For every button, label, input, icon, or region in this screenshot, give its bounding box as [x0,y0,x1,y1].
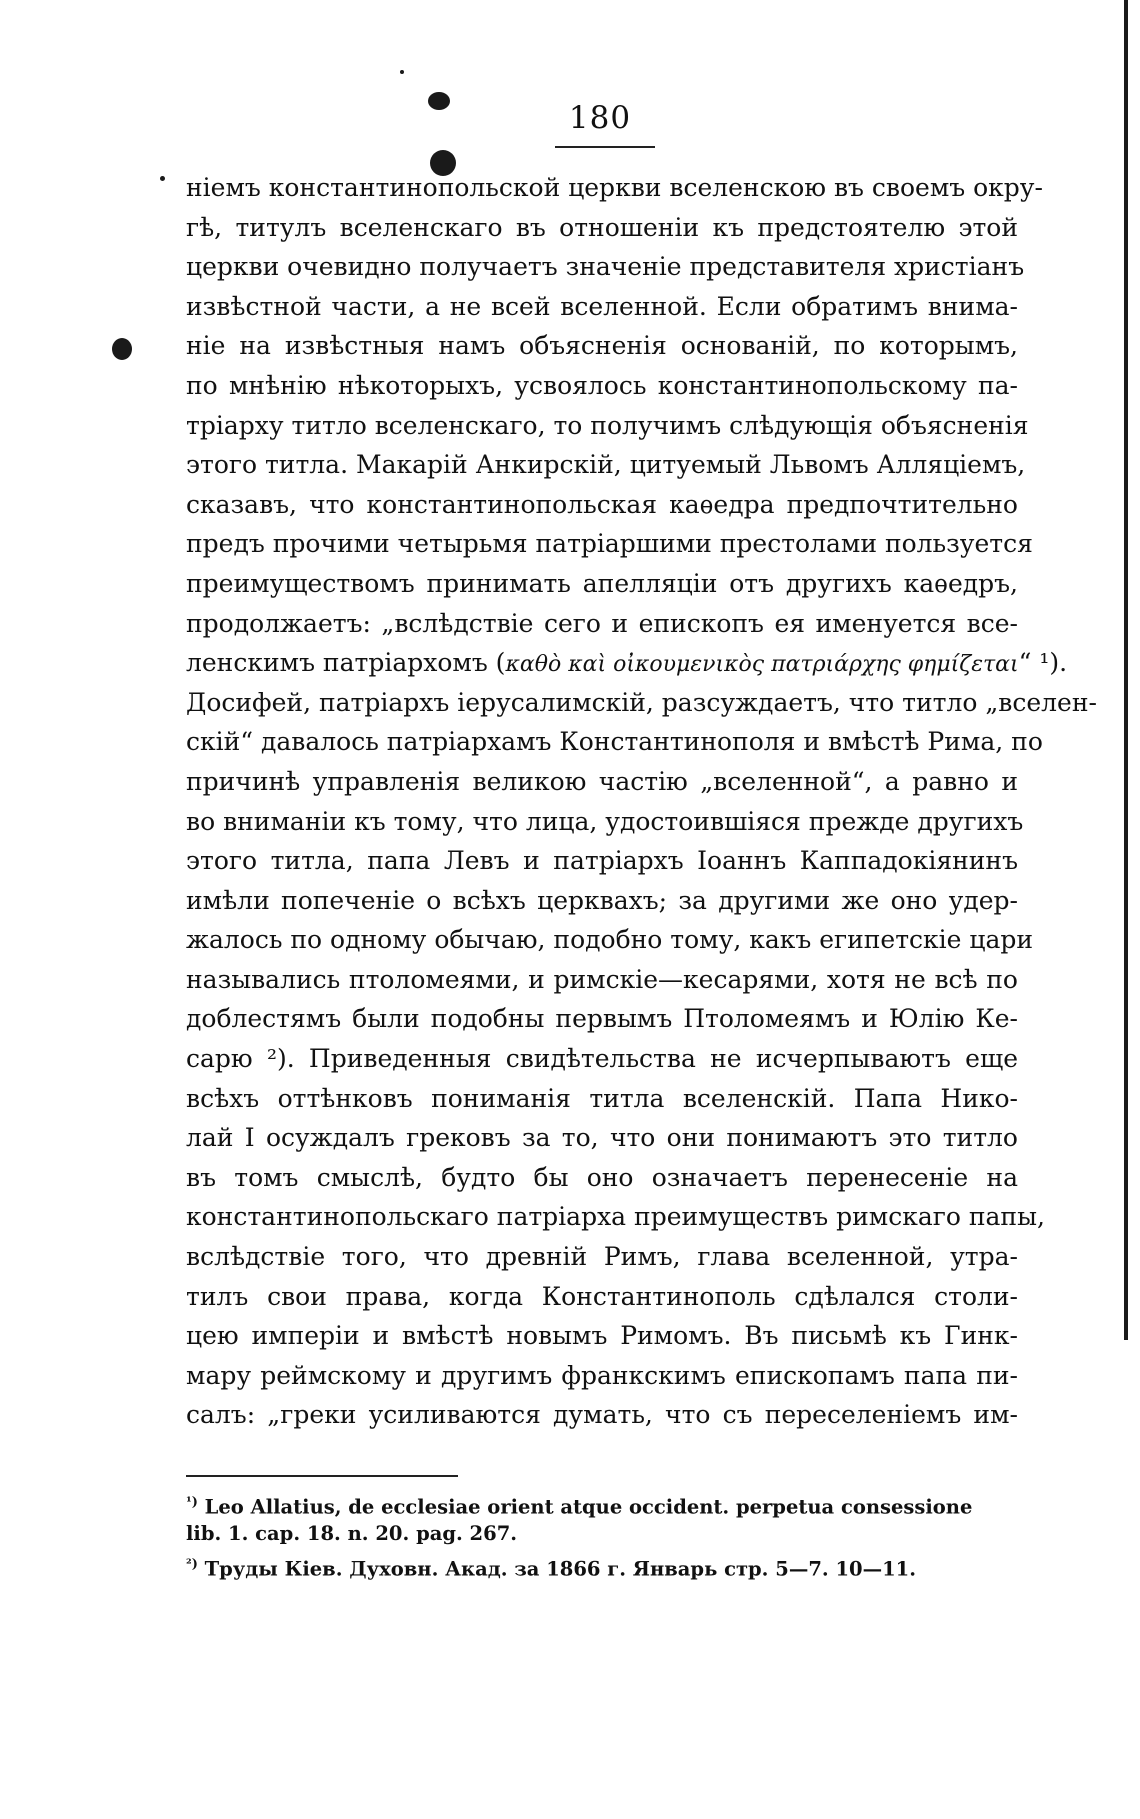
text-line: продолжаетъ: „вслѣдствіе сего и епископъ ея именуется все- [186,608,1018,638]
page-edge-border [1124,0,1128,1340]
text-line: во вниманіи къ тому, что лица, удостоившіяся прежде другихъ [186,806,1024,836]
text-line: этого титла. Макарій Анкирскій, цитуемый Львомъ Алляціемъ, [186,450,1026,480]
text-line: лай I осуждалъ грековъ за то, что они понимаютъ это титло [186,1123,1018,1153]
text-line: причинѣ управленія великою частію „вселенной“, а равно и [186,766,1018,796]
text-line: ніе на извѣстныя намъ объясненія основаній, по которымъ, [186,331,1018,361]
page-number: 180 [568,100,632,136]
footnote-rule [186,1475,458,1477]
greek-line-after: “ ¹). [1018,648,1068,678]
footnote-1 [186,1487,1018,1518]
text-line: вслѣдствіе того, что древній Римъ, глава вселенной, утра- [186,1242,1018,1272]
ink-blot [428,92,450,110]
text-line: салъ: „греки усиливаются думать, что съ переселеніемъ им- [186,1400,1018,1430]
text-line: преимуществомъ принимать апелляціи отъ другихъ каѳедръ, [186,568,1018,598]
greek-line-before: ленскимъ патріархомъ ( [186,648,506,678]
text-line: ніемъ константинопольской церкви вселенскою въ своемъ окру- [186,173,1043,202]
text-line: цею имперіи и вмѣстѣ новымъ Римомъ. Въ письмѣ къ Гинк- [186,1321,1018,1351]
footnote-2 [186,1549,1018,1580]
footnote-1-continued: lib. 1. cap. 18. n. 20. pag. 267. [186,1522,518,1545]
text-line: тріарху титло вселенскаго, то получимъ слѣдующія объясненія [186,410,1029,440]
footnote-text: Труды Кіев. Духовн. Акад. за 1866 г. Январь стр. 5—7. 10—11. [204,1557,917,1581]
text-line: сарю ²). Приведенныя свидѣтельства не исчерпываютъ еще [186,1044,1018,1074]
text-line: по мнѣнію нѣкоторыхъ, усвоялось константинопольскому па- [186,370,1018,400]
text-line: скій“ давалось патріархамъ Константинополя и вмѣстѣ Рима, по [186,727,1043,757]
ink-speck [160,176,165,181]
text-line: въ томъ смыслѣ, будто бы оно означаетъ перенесеніе на [186,1162,1018,1192]
text-line: назывались птоломеями, и римскіе—кесарями, хотя не всѣ по [186,964,1018,994]
text-line: Досифей, патріархъ іерусалимскій, разсуждаетъ, что титло „вселен- [186,687,1097,717]
text-line: тилъ свои права, когда Константинополь сдѣлался столи- [186,1281,1018,1311]
page-number-rule [555,146,655,148]
text-line: этого титла, папа Левъ и патріархъ Іоаннъ Каппадокіянинъ [186,846,1018,876]
text-line: константинопольскаго патріарха преимуществъ римскаго папы, [186,1202,1045,1232]
text-line: церкви очевидно получаетъ значеніе представителя христіанъ [186,252,1025,282]
text-line: мару реймскому и другимъ франкскимъ епископамъ папа пи- [186,1360,1018,1390]
ink-blot [112,338,132,360]
footnote-text: Leo Allatius, de ecclesiae orient atque occident. perpetua consessione [204,1495,973,1519]
text-line: предъ прочими четырьмя патріаршими престолами пользуется [186,529,1033,559]
text-line: имѣли попеченіе о всѣхъ церквахъ; за другими же оно удер- [186,885,1018,915]
text-line: гѣ, титулъ вселенскаго въ отношеніи къ предстоятелю этой [186,212,1018,242]
greek-quote: καθὸ καὶ οἰκουμενικὸς πατριάρχης φημίζεται [505,652,1019,678]
text-line: доблестямъ были подобны первымъ Птоломеямъ и Юлію Ке- [186,1004,1018,1034]
text-line-with-greek [186,643,1068,683]
text-line: жалось по одному обычаю, подобно тому, какъ египетскіе цари [186,925,1034,955]
ink-speck [400,70,404,74]
footnotes [186,1487,1018,1580]
text-line: сказавъ, что константинопольская каѳедра предпочтительно [186,489,1018,519]
body-text [186,168,1097,1435]
text-line: извѣстной части, а не всей вселенной. Если обратимъ внима- [186,291,1018,321]
footnote-marker: ²) [186,1557,198,1572]
text-line: всѣхъ оттѣнковъ пониманія титла вселенскій. Папа Нико- [186,1083,1018,1113]
footnote-marker: ¹) [186,1495,198,1510]
